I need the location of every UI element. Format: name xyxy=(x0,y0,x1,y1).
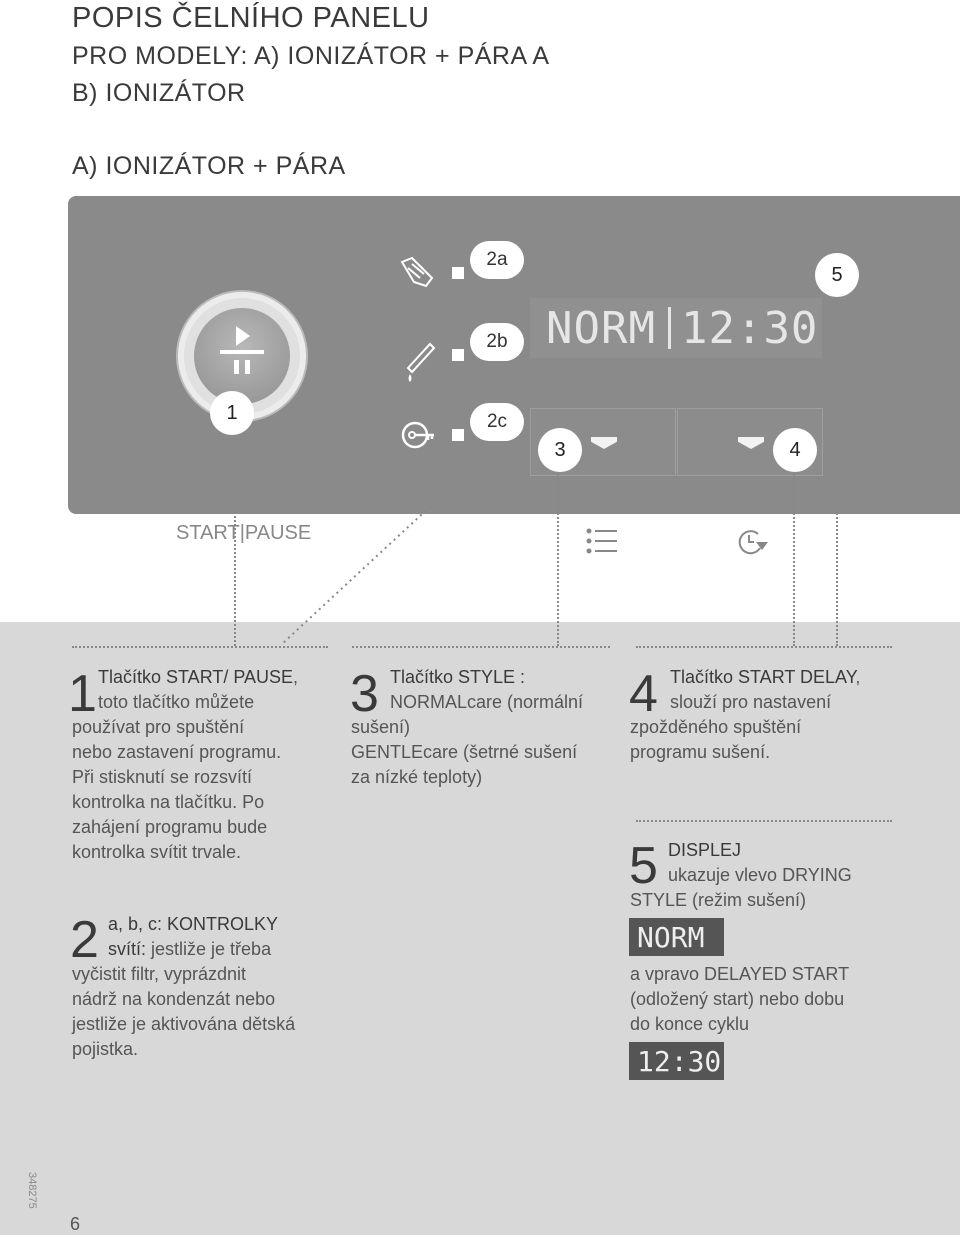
desc-3-number: 3 xyxy=(350,665,379,723)
display-time: 12:30 xyxy=(680,302,819,354)
badge-1: 1 xyxy=(210,391,254,435)
desc-5-body: STYLE (režim sušení) xyxy=(630,890,807,910)
badge-4: 4 xyxy=(773,428,817,472)
delay-clock-icon xyxy=(736,528,772,556)
desc-5-title: DISPLEJ xyxy=(668,840,742,860)
filter-hand-icon xyxy=(398,256,436,290)
desc-1-line-1: toto tlačítko můžete xyxy=(98,692,255,712)
desc-2-body: vyčistit filtr, vyprázdnit nádrž na kondenzát nebo jestliže je aktivována dětská pojistka. xyxy=(72,964,296,1059)
section-title: A) IONIZÁTOR + PÁRA xyxy=(72,152,346,180)
page-title: POPIS ČELNÍHO PANELU xyxy=(72,2,430,34)
desc-2-first: a, b, c: KONTROLKY svítí: jestliže je třeba xyxy=(108,914,279,959)
desc-3-body: sušení) GENTLEcare (šetrné sušení za nízké teploty) xyxy=(351,717,578,787)
desc-4-body: zpožděného spuštění programu sušení. xyxy=(630,717,802,762)
desc-1-first: Tlačítko START/ PAUSE, toto tlačítko můžete xyxy=(98,667,299,712)
connector-2 xyxy=(276,486,456,648)
indicator-2c-square xyxy=(452,429,464,441)
desc-3-title: Tlačítko STYLE : xyxy=(390,667,526,687)
connector-3 xyxy=(557,474,559,646)
desc-4-number: 4 xyxy=(629,665,658,723)
badge-2a: 2a xyxy=(470,241,524,279)
indicator-2b-square xyxy=(452,349,464,361)
rule-3 xyxy=(352,646,610,648)
document-code: 348275 xyxy=(26,1172,38,1209)
desc-1-body: používat pro spuštění nebo zastavení programu. Při stisknutí se rozsvítí kontrolka na tlačítku. Po zahájení programu bude kontrolka svítit trvale. xyxy=(72,717,282,862)
desc-4-title: Tlačítko START DELAY xyxy=(670,667,856,687)
desc-4-first: Tlačítko START DELAY, slouží pro nastavení xyxy=(670,667,861,712)
rule-5 xyxy=(636,820,892,822)
badge-2b: 2b xyxy=(470,323,524,361)
play-pause-icon xyxy=(216,324,268,376)
panel-display xyxy=(530,298,822,358)
desc-5-first: DISPLEJ ukazuje vlevo DRYING xyxy=(668,840,852,885)
start-pause-label: START|PAUSE xyxy=(176,522,312,544)
desc-5-after: a vpravo DELAYED START (odložený start) nebo dobu do konce cyklu xyxy=(630,964,850,1034)
badge-3: 3 xyxy=(538,428,582,472)
desc-2-number: 2 xyxy=(70,911,99,969)
rule-1 xyxy=(72,646,328,648)
connector-1 xyxy=(234,440,236,646)
display-mode: NORM xyxy=(546,302,656,354)
water-tank-icon xyxy=(402,338,436,384)
key-icon xyxy=(400,420,440,450)
list-icon xyxy=(586,528,618,554)
indicator-2a-square xyxy=(452,267,464,279)
rule-4 xyxy=(636,646,892,648)
badge-5: 5 xyxy=(815,253,859,297)
badge-2c: 2c xyxy=(470,403,524,441)
desc-5-lcd-time: 12:30 xyxy=(629,1042,724,1080)
desc-1-number: 1 xyxy=(68,665,97,723)
page-number: 6 xyxy=(70,1214,81,1234)
desc-5-number: 5 xyxy=(629,837,658,895)
connector-5 xyxy=(836,298,838,646)
desc-2-title: a, b, c: KONTROLKY xyxy=(108,914,279,934)
connector-4 xyxy=(793,474,795,646)
desc-5-lcd-mode: NORM xyxy=(629,918,724,956)
desc-3-first: Tlačítko STYLE : NORMALcare (normální xyxy=(390,667,584,712)
page-subtitle-line2: B) IONIZÁTOR xyxy=(72,79,246,107)
page-subtitle-line1: PRO MODELY: A) IONIZÁTOR + PÁRA A xyxy=(72,42,550,70)
desc-1-title: Tlačítko START/ PAUSE xyxy=(98,667,294,687)
